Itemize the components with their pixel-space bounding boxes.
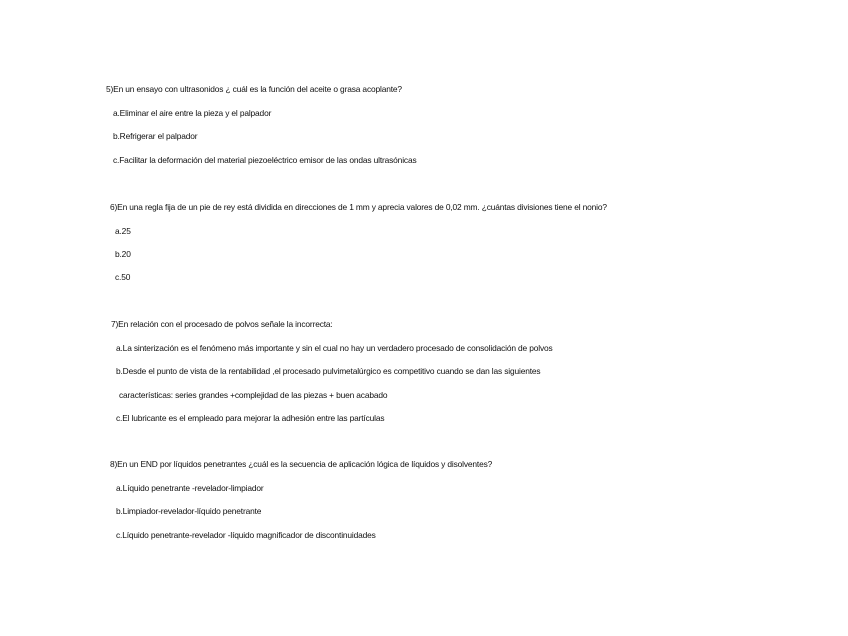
question-6-option-a: a.25 <box>115 226 131 236</box>
question-7-option-b: b.Desde el punto de vista de la rentabilidad ,el procesado pulvimetalúrgico es competitivo cuando se dan las siguientes <box>116 366 541 376</box>
question-5-prompt: 5)En un ensayo con ultrasonidos ¿ cuál es la función del aceite o grasa acoplante? <box>106 84 402 94</box>
question-6-prompt: 6)En una regla fija de un pie de rey está dividida en direcciones de 1 mm y aprecia valores de 0,02 mm. ¿cuántas divisiones tiene el nonio? <box>110 202 607 212</box>
question-6-option-c: c.50 <box>115 272 131 282</box>
question-6-option-b: b.20 <box>115 249 131 259</box>
question-5-option-b: b.Refrigerar el palpador <box>113 131 198 141</box>
question-8-option-a: a.Líquido penetrante -revelador-limpiador <box>116 483 264 493</box>
question-8-prompt: 8)En un END por líquidos penetrantes ¿cuál es la secuencia de aplicación lógica de líquidos y disolventes? <box>110 459 493 469</box>
question-7-option-b-continued: características: series grandes +complejidad de las piezas + buen acabado <box>119 390 388 400</box>
question-8-option-b: b.Limpiador-revelador-líquido penetrante <box>116 506 262 516</box>
question-7-option-a: a.La sinterización es el fenómeno más importante y sin el cual no hay un verdadero procesado de consolidación de polvos <box>116 343 553 353</box>
question-7-prompt: 7)En relación con el procesado de polvos señale la incorrecta: <box>111 319 333 329</box>
question-5-option-a: a.Eliminar el aire entre la pieza y el palpador <box>113 108 272 118</box>
question-5-option-c: c.Facilitar la deformación del material piezoeléctrico emisor de las ondas ultrasónicas <box>113 155 417 165</box>
question-8-option-c: c.Líquido penetrante-revelador -líquido magnificador de discontinuidades <box>116 530 376 540</box>
question-7-option-c: c.El lubricante es el empleado para mejorar la adhesión entre las partículas <box>116 413 385 423</box>
